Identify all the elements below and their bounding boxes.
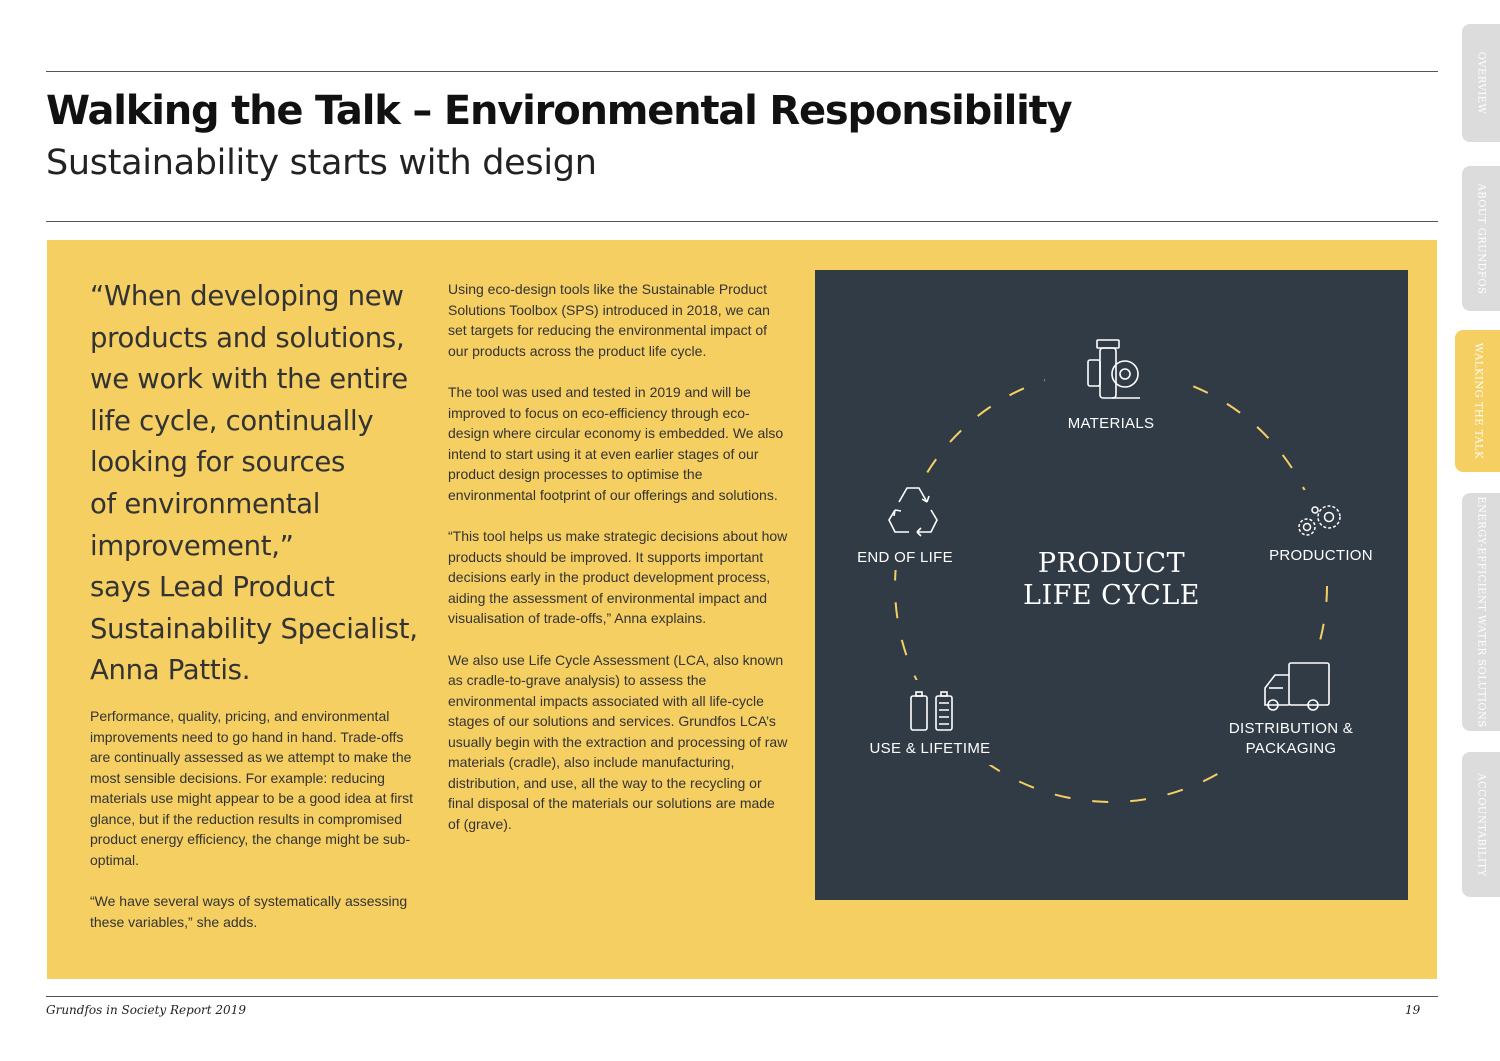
tab-label: OVERVIEW xyxy=(1475,51,1487,115)
quote-line: we work with the entire xyxy=(90,363,408,396)
tab-label: ENERGY-EFFICIENT WATER SOLUTIONS xyxy=(1475,496,1487,728)
paragraph: Using eco-design tools like the Sustainable Product Solutions Toolbox (SPS) introduced in 2018, we can set targets for reducing the environmental impact of our products across the product life cycle. xyxy=(448,281,770,359)
footer-report-title: Grundfos in Society Report 2019 xyxy=(46,1003,246,1017)
header-rule xyxy=(46,221,1438,222)
paragraph: “This tool helps us make strategic decisions about how products should be improved. It supports important decisions early in the product development process, aiding the assessment of environmental impact and visualisation of trade-offs,” Anna explains. xyxy=(448,528,788,626)
stage-label-use: USE & LIFETIME xyxy=(869,740,991,757)
center-title-line: LIFE CYCLE xyxy=(1023,580,1200,611)
quote-line: improvement,” xyxy=(90,529,294,562)
page-number: 19 xyxy=(1405,1003,1421,1017)
paragraph: We also use Life Cycle Assessment (LCA, also known as cradle-to-grave analysis) to assess the environmental impacts associated with all life-cycle stages of our solutions and services. Grundfos LCA’s usually begin with the extraction and processing of raw materials (cradle), also include manufacturing, distribution, and use, all the way to the recycling or final disposal of the materials our solutions are made of (grave). xyxy=(448,651,788,832)
page-subtitle: Sustainability starts with design xyxy=(46,143,597,183)
quote-line: products and solutions, xyxy=(90,321,405,354)
pull-quote xyxy=(90,276,430,692)
tab-energy-efficient-water-solutions[interactable] xyxy=(1462,493,1500,731)
quote-line: life cycle, continually xyxy=(90,404,374,437)
paragraph: The tool was used and tested in 2019 and will be improved to focus on eco-efficiency through eco-design where circular economy is embedded. We also intend to start using it at even earlier stages of our product design processes to optimise the environmental footprint of our offerings and solutions. xyxy=(448,384,784,503)
quote-line: of environmental xyxy=(90,487,321,520)
stage-label-materials: MATERIALS xyxy=(1067,415,1155,432)
tab-walking-the-talk[interactable] xyxy=(1455,330,1500,472)
quote-line: looking for sources xyxy=(90,446,345,479)
quote-line: Anna Pattis. xyxy=(90,654,251,687)
middle-text-column xyxy=(448,279,788,855)
quote-line: “When developing new xyxy=(90,280,404,312)
stage-label-end-of-life: END OF LIFE xyxy=(857,549,953,566)
product-life-cycle-diagram xyxy=(815,270,1408,900)
page-title: Walking the Talk – Environmental Responsibility xyxy=(46,88,1072,134)
center-title-line: PRODUCT xyxy=(1037,548,1186,579)
tab-label: ACCOUNTABILITY xyxy=(1475,772,1487,877)
tab-overview[interactable] xyxy=(1462,24,1500,142)
tab-accountability[interactable] xyxy=(1462,752,1500,897)
footer-rule xyxy=(46,996,1438,997)
tab-label: WALKING THE TALK xyxy=(1472,342,1483,460)
quote-line: says Lead Product xyxy=(90,571,335,604)
stage-label-distribution xyxy=(1226,719,1356,759)
paragraph: “We have several ways of systematically assessing these variables,” she adds. xyxy=(90,893,408,930)
left-text-column xyxy=(90,706,420,953)
tab-label: ABOUT GRUNDFOS xyxy=(1475,183,1487,294)
paragraph: Performance, quality, pricing, and environmental improvements need to go hand in hand. Trade-offs are continually assessed as we attempt to make the most sensible decisions. For example: reducing materials use might appear to be a good idea at first glance, but if the reduction results in compromised product energy efficiency, the change might be sub-optimal. xyxy=(90,708,413,868)
stage-label-production: PRODUCTION xyxy=(1269,547,1373,564)
distribution-line: PACKAGING xyxy=(1245,740,1337,757)
tab-about-grundfos[interactable] xyxy=(1462,166,1500,311)
quote-line: Sustainability Specialist, xyxy=(90,612,418,645)
distribution-line: DISTRIBUTION & xyxy=(1228,720,1354,737)
top-rule xyxy=(46,71,1438,72)
